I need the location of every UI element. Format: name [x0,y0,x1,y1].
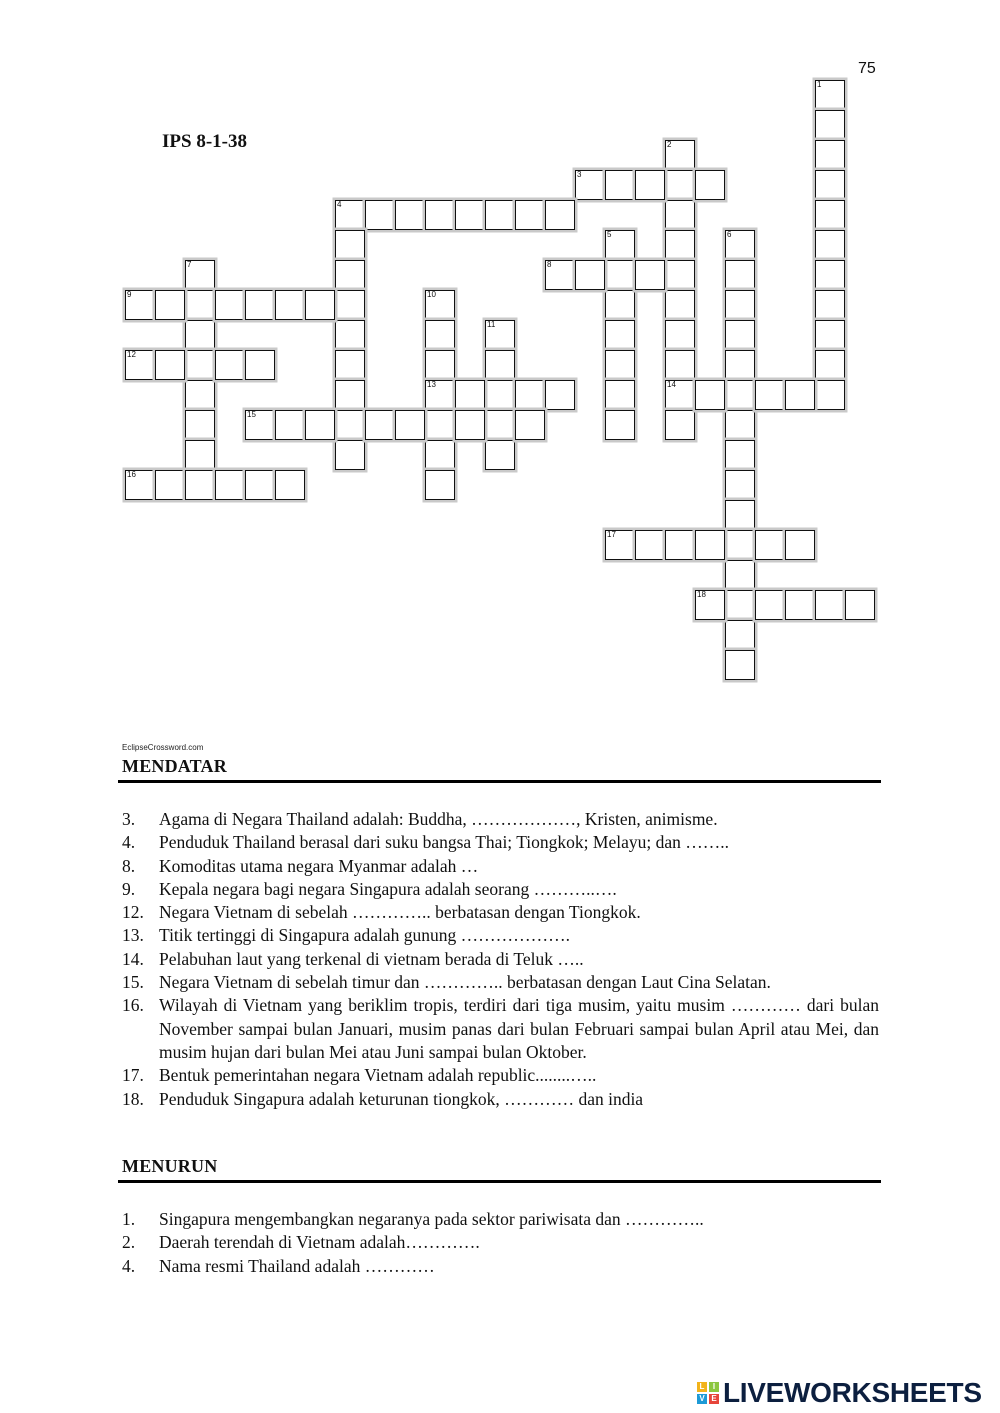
clue-item-number: 12. [122,902,144,923]
crossword-cell[interactable] [335,320,365,350]
crossword-cell[interactable] [185,380,215,410]
clue-item [122,1088,879,1111]
clue-item-number: 16. [122,995,144,1016]
logo-mark-square: E [709,1394,719,1404]
clue-item-text: Pelabuhan laut yang terkenal di vietnam berada di Teluk ….. [159,948,584,969]
crossword-cell[interactable] [425,470,455,500]
crossword-cell[interactable] [725,380,755,410]
clue-item-number: 8. [122,855,136,876]
clue-item-number: 3. [122,809,136,829]
crossword-cell[interactable] [125,290,155,320]
crossword-cell[interactable] [725,230,755,260]
clue-number: 13 [427,380,436,389]
logo-mark-square: L [697,1382,707,1392]
crossword-cell[interactable] [815,230,845,260]
crossword-cell[interactable] [725,290,755,320]
crossword-cell[interactable] [215,470,245,500]
crossword-cell[interactable] [155,290,185,320]
logo-mark-square: V [697,1394,707,1404]
crossword-cell[interactable] [785,530,815,560]
clue-item-text: Bentuk pemerintahan negara Vietnam adalah republic........….. [159,1065,597,1086]
crossword-cell[interactable] [635,260,665,290]
clue-number: 18 [697,590,706,599]
crossword-cell[interactable] [125,470,155,500]
crossword-cell[interactable] [515,200,545,230]
crossword-cell[interactable] [425,380,455,410]
clue-number: 4 [337,200,342,209]
crossword-cell[interactable] [725,350,755,380]
crossword-cell[interactable] [425,350,455,380]
crossword-cell[interactable] [335,290,365,320]
crossword-cell[interactable] [515,410,545,440]
menurun-rule [118,1180,881,1183]
page-number: 75 [858,60,876,77]
crossword-cell[interactable] [635,170,665,200]
crossword-cell[interactable] [605,260,635,290]
crossword-cell[interactable] [185,470,215,500]
clue-item-text: Singapura mengembangkan negaranya pada sektor pariwisata dan ………….. [159,1209,704,1229]
crossword-cell[interactable] [695,590,725,620]
crossword-cell[interactable] [275,290,305,320]
crossword-cell[interactable] [725,500,755,530]
crossword-cell[interactable] [665,410,695,440]
crossword-cell[interactable] [335,200,365,230]
crossword-cell[interactable] [725,470,755,500]
liveworksheets-mark-icon [697,1382,719,1404]
crossword-cell[interactable] [335,410,365,440]
crossword-cell[interactable] [275,410,305,440]
clue-number: 8 [547,260,552,269]
crossword-cell[interactable] [665,530,695,560]
mendatar-clue-list [122,808,879,1111]
crossword-cell[interactable] [485,440,515,470]
crossword-cell[interactable] [665,140,695,170]
clue-item [122,1231,879,1254]
crossword-cell[interactable] [335,380,365,410]
crossword-cell[interactable] [425,290,455,320]
crossword-cell[interactable] [605,350,635,380]
clue-number: 11 [487,320,496,329]
clue-item-text: Negara Vietnam di sebelah ………….. berbatasan dengan Tiongkok. [159,902,641,923]
crossword-cell[interactable] [605,290,635,320]
crossword-cell[interactable] [845,590,875,620]
crossword-cell[interactable] [815,590,845,620]
clue-item [122,994,879,1064]
crossword-cell[interactable] [215,290,245,320]
crossword-cell[interactable] [575,170,605,200]
logo-mark-square: I [709,1382,719,1392]
crossword-cell[interactable] [725,620,755,650]
liveworksheets-wordmark: LIVEWORKSHEETS [723,1377,982,1408]
mendatar-rule [118,780,881,783]
crossword-cell[interactable] [815,140,845,170]
crossword-cell[interactable] [725,650,755,680]
crossword-cell[interactable] [365,200,395,230]
clue-number: 15 [247,410,256,419]
clue-number: 10 [427,290,436,299]
clue-number: 2 [667,140,672,149]
crossword-cell[interactable] [785,590,815,620]
clue-number: 5 [607,230,612,239]
crossword-cell[interactable] [605,530,635,560]
crossword-cell[interactable] [665,320,695,350]
clue-number: 17 [607,530,616,539]
crossword-cell[interactable] [665,170,695,200]
clue-item [122,1255,879,1278]
menurun-clue-list [122,1208,879,1278]
crossword-cell[interactable] [725,320,755,350]
clue-number: 3 [577,170,582,179]
crossword-cell[interactable] [515,380,545,410]
clue-item [122,855,879,878]
crossword-cell[interactable] [185,320,215,350]
clue-item-text: Wilayah di Vietnam yang beriklim tropis, terdiri dari tiga musim, yaitu musim ………… dari bulan November sampai bulan Januari, musim panas dari bulan Februari sampai bulan April atau Mei, dan musim hujan dari bulan Mei atau Juni sampai bulan Oktober. [159,995,879,1062]
crossword-cell[interactable] [725,410,755,440]
crossword-cell[interactable] [305,290,335,320]
crossword-cell[interactable] [155,470,185,500]
crossword-cell[interactable] [725,440,755,470]
crossword-cell[interactable] [665,350,695,380]
crossword-cell[interactable] [605,170,635,200]
crossword-cell[interactable] [605,320,635,350]
crossword-cell[interactable] [485,320,515,350]
crossword-cell[interactable] [665,380,695,410]
crossword-cell[interactable] [245,290,275,320]
clue-number: 7 [187,260,192,269]
crossword-cell[interactable] [815,260,845,290]
clue-item-number: 17. [122,1065,144,1086]
clue-item-number: 13. [122,925,144,946]
crossword-cell[interactable] [665,200,695,230]
clue-item-number: 15. [122,972,144,993]
crossword-cell[interactable] [605,380,635,410]
crossword-cell[interactable] [665,290,695,320]
clue-item-text: Negara Vietnam di sebelah timur dan ………….. berbatasan dengan Laut Cina Selatan. [159,972,771,993]
crossword-cell[interactable] [185,350,215,380]
crossword-cell[interactable] [545,260,575,290]
clue-number: 1 [817,80,822,89]
crossword-cell[interactable] [695,170,725,200]
crossword-cell[interactable] [815,110,845,140]
crossword-cell[interactable] [395,410,425,440]
clue-item-text: Agama di Negara Thailand adalah: Buddha, ………………, Kristen, animisme. [159,809,718,829]
clue-item-number: 2. [122,1232,136,1253]
crossword-cell[interactable] [575,260,605,290]
crossword-cell[interactable] [665,230,695,260]
mendatar-heading: MENDATAR [122,756,227,776]
crossword-cell[interactable] [335,230,365,260]
crossword-cell[interactable] [425,200,455,230]
crossword-cell[interactable] [665,260,695,290]
crossword-cell[interactable] [485,200,515,230]
clue-item-text: Nama resmi Thailand adalah ………… [159,1255,435,1276]
crossword-cell[interactable] [245,350,275,380]
crossword-cell[interactable] [185,290,215,320]
clue-item [122,1208,879,1231]
clue-item-number: 9. [122,878,136,899]
clue-item [122,948,879,971]
clue-item [122,924,879,947]
crossword-cell[interactable] [335,440,365,470]
liveworksheets-logo [697,1376,982,1410]
clue-item-number: 14. [122,948,144,969]
clue-number: 6 [727,230,732,239]
clue-item [122,831,879,854]
crossword-cell[interactable] [815,320,845,350]
crossword-cell[interactable] [125,350,155,380]
clue-item-number: 4. [122,832,136,853]
clue-item [122,971,879,994]
crossword-cell[interactable] [545,200,575,230]
clue-number: 12 [127,350,136,359]
clue-item-number: 1. [122,1209,136,1229]
crossword-cell[interactable] [695,380,725,410]
crossword-cell[interactable] [335,350,365,380]
crossword-cell[interactable] [215,350,245,380]
crossword-cell[interactable] [395,200,425,230]
clue-item-text: Kepala negara bagi negara Singapura adalah seorang ………..…. [159,878,617,899]
crossword-cell[interactable] [755,380,785,410]
clue-number: 16 [127,470,136,479]
clue-item [122,1064,879,1087]
menurun-heading: MENURUN [122,1156,218,1176]
crossword-cell[interactable] [815,290,845,320]
clue-item-number: 18. [122,1088,144,1109]
crossword-cell[interactable] [755,530,785,560]
crossword-cell[interactable] [755,590,785,620]
clue-item-text: Penduduk Singapura adalah keturunan tiongkok, ………… dan india [159,1088,644,1109]
crossword-cell[interactable] [815,350,845,380]
crossword-cell[interactable] [425,320,455,350]
crossword-cell[interactable] [545,380,575,410]
clue-item-text: Penduduk Thailand berasal dari suku bangsa Thai; Tiongkok; Melayu; dan …….. [159,832,729,853]
crossword-cell[interactable] [485,410,515,440]
crossword-cell[interactable] [455,200,485,230]
clue-item-number: 4. [122,1255,136,1276]
worksheet-code: IPS 8-1-38 [162,131,247,152]
crossword-cell[interactable] [605,230,635,260]
clue-item [122,808,879,831]
crossword-cell[interactable] [815,200,845,230]
crossword-cell[interactable] [365,410,395,440]
clue-item [122,901,879,924]
clue-item-text: Komoditas utama negara Myanmar adalah … [159,855,479,876]
crossword-cell[interactable] [155,350,185,380]
clue-number: 14 [667,380,676,389]
crossword-cell[interactable] [275,470,305,500]
crossword-cell[interactable] [635,530,665,560]
crossword-cell[interactable] [815,170,845,200]
crossword-cell[interactable] [185,410,215,440]
crossword-cell[interactable] [305,410,335,440]
clue-item-text: Daerah terendah di Vietnam adalah…………. [159,1232,480,1253]
crossword-cell[interactable] [335,260,365,290]
crossword-cell[interactable] [815,80,845,110]
crossword-cell[interactable] [245,470,275,500]
crossword-credit: EclipseCrossword.com [122,743,204,752]
crossword-cell[interactable] [725,560,755,590]
crossword-cell[interactable] [245,410,275,440]
crossword-cell[interactable] [185,440,215,470]
crossword-cell[interactable] [455,380,485,410]
crossword-cell[interactable] [695,530,725,560]
clue-item-text: Titik tertinggi di Singapura adalah gunung ………………. [159,925,571,946]
crossword-cell[interactable] [605,410,635,440]
clue-number: 9 [127,290,132,299]
crossword-cell[interactable] [485,380,515,410]
crossword-cell[interactable] [425,410,455,440]
crossword-cell[interactable] [185,260,215,290]
crossword-cell[interactable] [725,260,755,290]
crossword-cell[interactable] [455,410,485,440]
crossword-cell[interactable] [725,530,755,560]
crossword-cell[interactable] [485,350,515,380]
clue-item [122,878,879,901]
crossword-cell[interactable] [785,380,815,410]
crossword-cell[interactable] [425,440,455,470]
crossword-cell[interactable] [815,380,845,410]
crossword-cell[interactable] [725,590,755,620]
